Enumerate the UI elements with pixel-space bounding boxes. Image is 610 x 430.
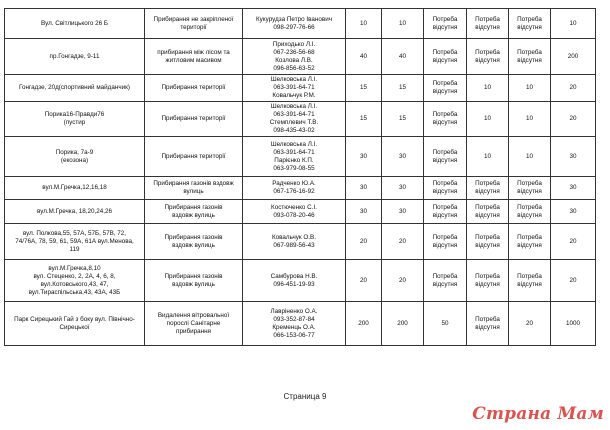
cell-line: Шелковська Л.І. bbox=[270, 103, 318, 110]
cell-line: Шелковська Л.І. bbox=[270, 76, 318, 83]
status-cell bbox=[424, 102, 467, 137]
cell-line: відсутня bbox=[517, 280, 542, 288]
cell-line: Прибирання території bbox=[161, 115, 226, 122]
cell-line: Потреба bbox=[517, 48, 542, 56]
status-cell bbox=[467, 75, 509, 102]
cell-line: вул.М.Гречка,12,16,18 bbox=[42, 184, 107, 191]
work-type-cell bbox=[145, 39, 243, 75]
cell-line: Парк Сирецький Гай з боку вул. Північно- bbox=[14, 315, 135, 323]
contact-cell bbox=[243, 302, 346, 346]
status-cell bbox=[424, 260, 467, 302]
status-cell bbox=[467, 260, 509, 302]
value-cell: 15 bbox=[346, 102, 382, 137]
cell-line: відсутня bbox=[432, 188, 458, 195]
cell-line: відсутня bbox=[432, 119, 458, 126]
cell-line: Потреба bbox=[517, 15, 542, 23]
contact-cell bbox=[243, 102, 346, 137]
cell-line: Потреба bbox=[475, 233, 500, 241]
value-cell: 15 bbox=[382, 75, 424, 102]
cell-line: відсутня bbox=[432, 156, 458, 164]
work-type-cell bbox=[145, 224, 243, 260]
cell-line: вул. Стеценко, 2, 2А, 4, 6, 8, bbox=[33, 272, 116, 280]
value-cell: 20 bbox=[346, 260, 382, 302]
table-row bbox=[5, 39, 596, 75]
value-cell: 30 bbox=[346, 177, 382, 200]
cell-line: 096-856-63-52 bbox=[273, 64, 315, 72]
value-cell: 20 bbox=[551, 260, 596, 302]
status-cell bbox=[509, 39, 551, 75]
cell-line: Потреба bbox=[432, 148, 458, 156]
status-cell bbox=[467, 224, 509, 260]
cell-line: відсутня bbox=[517, 188, 542, 195]
value-cell: 40 bbox=[382, 39, 424, 75]
cell-line: Потреба bbox=[432, 80, 458, 87]
cell-line: 063-391-64-71 bbox=[273, 148, 315, 156]
cell-line: прибирання між лісом та bbox=[157, 48, 230, 56]
cell-line: 063-391-64-71 bbox=[273, 84, 315, 91]
status-cell bbox=[467, 177, 509, 200]
cell-line: 10 bbox=[525, 84, 533, 91]
cell-line: Потреба bbox=[517, 272, 542, 280]
value-cell: 30 bbox=[551, 200, 596, 224]
cell-line: відсутня bbox=[475, 323, 500, 331]
cell-line: Самбурова Н.В. bbox=[270, 272, 318, 280]
contact-cell bbox=[243, 137, 346, 177]
value-cell: 20 bbox=[382, 260, 424, 302]
cell-line: 74/76А, 78, 59, 61, 59А, 61А вул.Менова, bbox=[15, 237, 134, 245]
cell-line: Потреба bbox=[432, 111, 458, 118]
table-row bbox=[5, 200, 596, 224]
value-cell: 15 bbox=[382, 102, 424, 137]
status-cell bbox=[424, 177, 467, 200]
work-type-cell bbox=[145, 200, 243, 224]
cell-line: Костюченко С.І. bbox=[271, 203, 317, 211]
cell-line: Кременць О.А. bbox=[272, 323, 316, 331]
cell-line: Ковальчук Р.М. bbox=[272, 92, 316, 99]
work-type-cell bbox=[145, 137, 243, 177]
status-cell bbox=[509, 224, 551, 260]
cell-line: 10 bbox=[525, 152, 533, 160]
status-cell bbox=[424, 137, 467, 177]
cell-line: відсутня bbox=[517, 241, 542, 249]
cell-line: Прибирання газонів bbox=[164, 272, 223, 280]
address-cell bbox=[5, 75, 145, 102]
address-cell bbox=[5, 260, 145, 302]
cell-line: 10 bbox=[483, 152, 491, 160]
cell-line: (екозона) bbox=[60, 156, 89, 164]
volunteer-table bbox=[4, 8, 596, 346]
cell-line: території bbox=[180, 23, 207, 31]
cell-line: Прибирання території bbox=[161, 152, 226, 160]
value-cell: 30 bbox=[346, 137, 382, 177]
contact-cell bbox=[243, 9, 346, 39]
cell-line: Прибирання газонів bbox=[164, 233, 223, 241]
cell-line: вздовж вулиць bbox=[172, 280, 215, 288]
cell-line: Порика16-Правди76 bbox=[44, 111, 105, 118]
contact-cell bbox=[243, 39, 346, 75]
value-cell: 1000 bbox=[551, 302, 596, 346]
status-cell bbox=[467, 200, 509, 224]
table-row bbox=[5, 177, 596, 200]
cell-line: пр.Гонгадзе, 9-11 bbox=[49, 52, 100, 60]
cell-line: житловим масивом bbox=[165, 56, 222, 64]
table-row bbox=[5, 260, 596, 302]
work-type-cell bbox=[145, 260, 243, 302]
cell-line: Потреба bbox=[517, 233, 542, 241]
value-cell: 20 bbox=[382, 224, 424, 260]
value-cell: 40 bbox=[346, 39, 382, 75]
value-cell: 10 bbox=[551, 9, 596, 39]
status-cell bbox=[424, 75, 467, 102]
status-cell bbox=[509, 137, 551, 177]
cell-line: відсутня bbox=[517, 211, 542, 219]
cell-line: Лавріненко О.А. bbox=[270, 307, 318, 315]
cell-line: 20 bbox=[525, 319, 533, 327]
contact-cell bbox=[243, 224, 346, 260]
cell-line: вздовж вулиць bbox=[172, 211, 215, 219]
watermark-logo: Страна Мам bbox=[472, 404, 604, 424]
cell-line: вул. Полкова,55, 57А, 57Б, 57В, 72, bbox=[22, 229, 127, 237]
cell-line: вулиць bbox=[183, 188, 204, 195]
cell-line: 067-236-56-68 bbox=[273, 48, 315, 56]
cell-line: відсутня bbox=[475, 56, 500, 64]
cell-line: відсутня bbox=[475, 241, 500, 249]
cell-line: 066-153-06-77 bbox=[273, 331, 315, 339]
table-row bbox=[5, 302, 596, 346]
value-cell: 10 bbox=[346, 9, 382, 39]
work-type-cell bbox=[145, 75, 243, 102]
cell-line: (пустир bbox=[63, 119, 86, 126]
value-cell: 200 bbox=[551, 39, 596, 75]
cell-line: Потреба bbox=[432, 203, 458, 211]
cell-line: Радченко Ю.А. bbox=[272, 180, 316, 187]
cell-line: Прибирання газонів вздовж bbox=[153, 180, 234, 187]
cell-line: відсутня bbox=[432, 56, 458, 64]
work-type-cell bbox=[145, 177, 243, 200]
cell-line: Прибирання газонів bbox=[164, 203, 223, 211]
cell-line: Прибирання території bbox=[161, 84, 226, 91]
cell-line: 098-297-76-66 bbox=[273, 23, 315, 31]
value-cell: 20 bbox=[551, 75, 596, 102]
cell-line: Потреба bbox=[475, 203, 500, 211]
status-cell bbox=[467, 9, 509, 39]
value-cell: 30 bbox=[382, 177, 424, 200]
contact-cell bbox=[243, 75, 346, 102]
value-cell: 30 bbox=[346, 200, 382, 224]
cell-line: Вул. Світлицького 26 Б bbox=[40, 19, 109, 27]
cell-line: Потреба bbox=[432, 48, 458, 56]
cell-line: Кукурудза Петро Іванович bbox=[255, 15, 332, 23]
cell-line: 093-078-20-46 bbox=[273, 211, 315, 219]
cell-line: відсутня bbox=[475, 23, 500, 31]
value-cell: 200 bbox=[346, 302, 382, 346]
cell-line: Потреба bbox=[475, 272, 500, 280]
cell-line: Потреба bbox=[475, 315, 500, 323]
cell-line: відсутня bbox=[432, 23, 458, 31]
address-cell bbox=[5, 102, 145, 137]
cell-line: Потреба bbox=[475, 15, 500, 23]
status-cell bbox=[467, 137, 509, 177]
status-cell bbox=[467, 302, 509, 346]
cell-line: 063-979-08-55 bbox=[273, 164, 315, 172]
cell-line: Потреба bbox=[475, 180, 500, 187]
work-type-cell bbox=[145, 9, 243, 39]
status-cell bbox=[424, 200, 467, 224]
value-cell: 30 bbox=[382, 200, 424, 224]
cell-line: Потреба bbox=[517, 180, 542, 187]
cell-line: Сирецької bbox=[59, 323, 90, 331]
value-cell: 20 bbox=[551, 224, 596, 260]
value-cell: 30 bbox=[551, 137, 596, 177]
cell-line: відсутня bbox=[475, 280, 500, 288]
cell-line: Потреба bbox=[517, 203, 542, 211]
cell-line: прибирання bbox=[176, 327, 211, 335]
cell-line: Приходько Л.І. bbox=[272, 40, 316, 48]
cell-line: Видалення вітровальної bbox=[157, 311, 230, 319]
cell-line: Гонгадзе, 20д(спортивний майданчик) bbox=[19, 84, 130, 91]
value-cell: 15 bbox=[346, 75, 382, 102]
cell-line: 067-176-16-92 bbox=[273, 188, 315, 195]
status-cell bbox=[424, 39, 467, 75]
cell-line: Козлова Л.В. bbox=[275, 56, 313, 64]
cell-line: 093-352-87-84 bbox=[273, 315, 315, 323]
cell-line: 50 bbox=[441, 319, 449, 327]
contact-cell bbox=[243, 260, 346, 302]
cell-line: вул.М.Гречка,8,10 bbox=[48, 264, 101, 272]
value-cell: 30 bbox=[382, 137, 424, 177]
status-cell bbox=[509, 177, 551, 200]
cell-line: 10 bbox=[483, 115, 491, 122]
cell-line: Шелковська Л.І. bbox=[270, 140, 318, 148]
cell-line: Потреба bbox=[432, 233, 458, 241]
cell-line: 096-451-19-93 bbox=[273, 280, 315, 288]
cell-line: відсутня bbox=[432, 241, 458, 249]
table-row bbox=[5, 137, 596, 177]
cell-line: Стемплевич Т.В. bbox=[269, 119, 319, 126]
cell-line: Потреба bbox=[432, 272, 458, 280]
cell-line: відсутня bbox=[475, 188, 500, 195]
address-cell bbox=[5, 39, 145, 75]
cell-line: вздовж вулиць bbox=[172, 241, 215, 249]
work-type-cell bbox=[145, 102, 243, 137]
table-row bbox=[5, 102, 596, 137]
cell-line: відсутня bbox=[475, 211, 500, 219]
status-cell bbox=[424, 9, 467, 39]
status-cell bbox=[424, 302, 467, 346]
status-cell bbox=[509, 75, 551, 102]
value-cell: 200 bbox=[382, 302, 424, 346]
cell-line: вул.Тираспільська,43, 43А, 43Б bbox=[28, 288, 121, 296]
cell-line: 10 bbox=[525, 115, 533, 122]
cell-line: 098-435-43-02 bbox=[273, 127, 315, 134]
cell-line: Парієнко К.П. bbox=[274, 156, 314, 164]
cell-line: 10 bbox=[483, 84, 491, 91]
work-type-cell bbox=[145, 302, 243, 346]
status-cell bbox=[467, 39, 509, 75]
cell-line: 063-391-64-71 bbox=[273, 111, 315, 118]
cell-line: 119 bbox=[69, 245, 80, 253]
value-cell: 10 bbox=[382, 9, 424, 39]
table-row bbox=[5, 9, 596, 39]
table-row bbox=[5, 224, 596, 260]
status-cell bbox=[424, 224, 467, 260]
cell-line: Порика, 7а-9 bbox=[55, 148, 94, 156]
cell-line: 067-989-56-43 bbox=[273, 241, 315, 249]
address-cell bbox=[5, 302, 145, 346]
value-cell: 30 bbox=[551, 177, 596, 200]
cell-line: вул.М.Гречка, 18,20,24,26 bbox=[37, 207, 112, 215]
cell-line: Потреба bbox=[432, 15, 458, 23]
status-cell bbox=[509, 302, 551, 346]
contact-cell bbox=[243, 200, 346, 224]
cell-line: Прибирання не закріпленої bbox=[153, 15, 234, 23]
cell-line: відсутня bbox=[432, 211, 458, 219]
address-cell bbox=[5, 9, 145, 39]
address-cell bbox=[5, 177, 145, 200]
cell-line: відсутня bbox=[517, 56, 542, 64]
status-cell bbox=[509, 9, 551, 39]
cell-line: Потреба bbox=[475, 48, 500, 56]
address-cell bbox=[5, 137, 145, 177]
address-cell bbox=[5, 200, 145, 224]
cell-line: відсутня bbox=[432, 88, 458, 95]
status-cell bbox=[467, 102, 509, 137]
status-cell bbox=[509, 102, 551, 137]
cell-line: відсутня bbox=[432, 280, 458, 288]
status-cell bbox=[509, 200, 551, 224]
table-row bbox=[5, 75, 596, 102]
value-cell: 20 bbox=[346, 224, 382, 260]
cell-line: відсутня bbox=[517, 23, 542, 31]
cell-line: Потреба bbox=[432, 180, 458, 187]
page-number: Страница 9 bbox=[283, 392, 327, 401]
address-cell bbox=[5, 224, 145, 260]
cell-line: Ковальчук О.В. bbox=[271, 233, 316, 241]
status-cell bbox=[509, 260, 551, 302]
value-cell: 20 bbox=[551, 102, 596, 137]
contact-cell bbox=[243, 177, 346, 200]
cell-line: вул.Котовського,43, 47, bbox=[40, 280, 109, 288]
cell-line: порослі Санітарне bbox=[166, 319, 221, 327]
